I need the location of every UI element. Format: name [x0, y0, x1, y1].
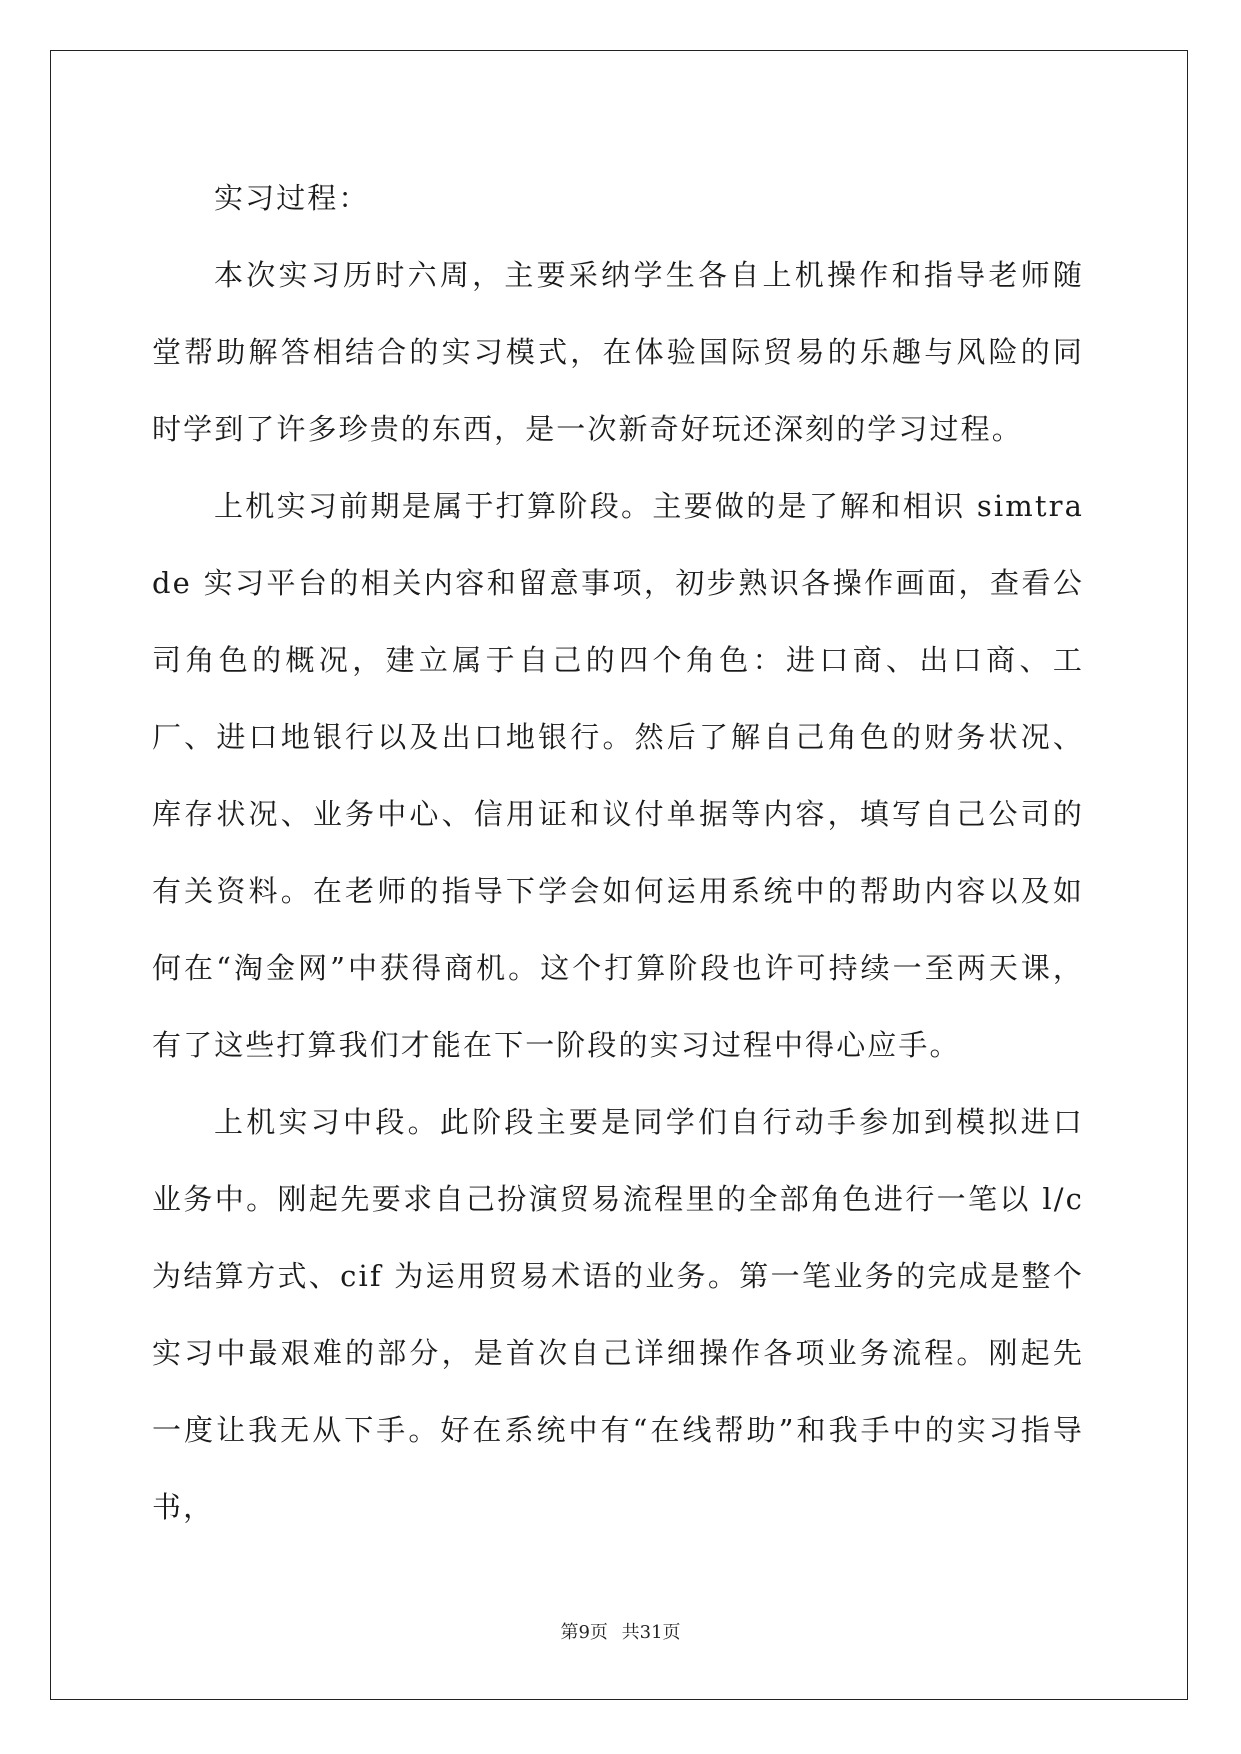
paragraph-heading: 实习过程：: [214, 181, 370, 215]
page-total: 共31页: [621, 1622, 681, 1643]
paragraph: 上机实习前期是属于打算阶段。主要做的是了解和相识 simtrade 实习平台的相关内容和留意事项，初步熟识各操作画面，查看公司角色的概况，建立属于自己的四个角色：进口商、出口商、工厂、进口地银行以及出口地银行。然后了解自己角色的财务状况、库存状况、业务中心、信用证和议付单据等内容，填写自己公司的有关资料。在老师的指导下学会如何运用系统中的帮助内容以及如何在“淘金网”中获得商机。这个打算阶段也许可持续一至两天课，有了这些打算我们才能在下一阶段的实习过程中得心应手。: [152, 489, 1084, 1062]
page-number: 第9页: [560, 1622, 608, 1643]
paragraph: 本次实习历时六周，主要采纳学生各自上机操作和指导老师随堂帮助解答相结合的实习模式，在体验国际贸易的乐趣与风险的同时学到了许多珍贵的东西，是一次新奇好玩还深刻的学习过程。: [152, 258, 1084, 446]
page-footer: [0, 1618, 1241, 1644]
paragraph: 上机实习中段。此阶段主要是同学们自行动手参加到模拟进口业务中。刚起先要求自己扮演贸易流程里的全部角色进行一笔以 l/c 为结算方式、cif 为运用贸易术语的业务。第一笔业务的完成是整个实习中最艰难的部分，是首次自己详细操作各项业务流程。刚起先一度让我无从下手。好在系统中有“在线帮助”和我手中的实习指导书，: [152, 1105, 1084, 1524]
document-body: [152, 160, 1084, 1546]
